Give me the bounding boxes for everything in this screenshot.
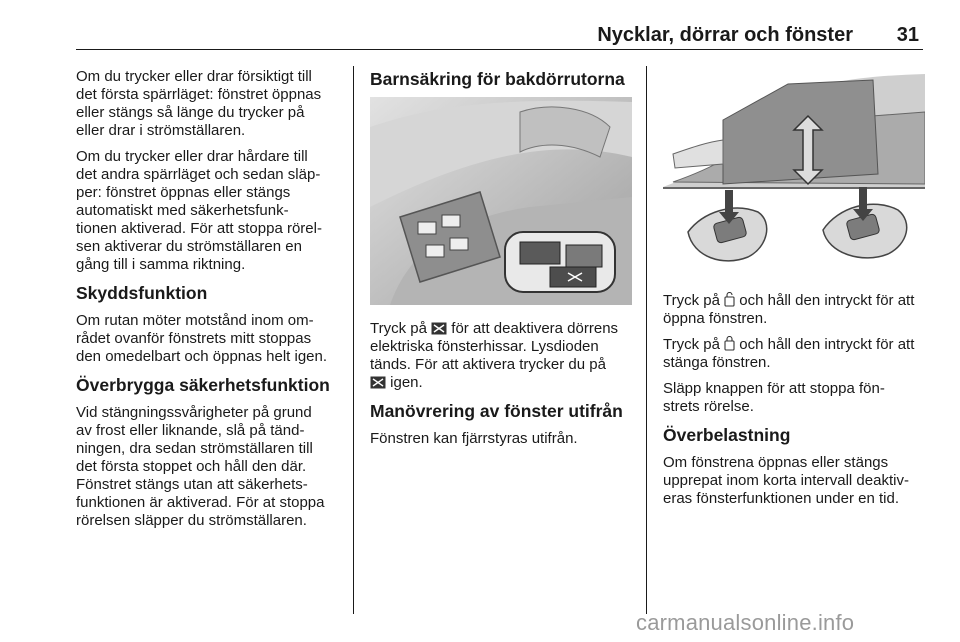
paragraph: Om fönstrena öppnas eller stängs upprepat inom korta intervall deaktiv- eras fönsterfunktionen under en tid. — [663, 454, 909, 507]
remote-window-illustration-svg — [663, 72, 925, 280]
column-3 — [663, 292, 931, 516]
page-title: Nycklar, dörrar och fönster — [597, 24, 853, 46]
column-2 — [370, 68, 632, 98]
door-switch-illustration-svg — [370, 97, 632, 305]
door-switch-illustration — [370, 97, 632, 305]
page-header — [76, 24, 923, 50]
column-divider — [353, 66, 354, 614]
text-fragment: och håll den intryckt för att öppna fönstren. — [663, 292, 915, 327]
section-heading: Manövrering av fönster utifrån — [370, 401, 623, 421]
key-unlock-icon — [724, 292, 735, 307]
column-divider — [646, 66, 647, 614]
paragraph: Om rutan möter motstånd inom om- rådet ovanför fönstrets mitt stoppas den omedelbart och öppnas helt igen. — [76, 312, 328, 365]
section-heading: Skyddsfunktion — [76, 283, 208, 303]
section-heading: Överbelastning — [663, 425, 791, 445]
paragraph — [663, 336, 931, 372]
child-lock-window-icon — [431, 322, 447, 335]
text-fragment: Tryck på — [370, 320, 432, 337]
text-fragment: och håll den intryckt för att stänga fönstren. — [663, 336, 915, 371]
text-fragment: Tryck på — [663, 292, 725, 309]
paragraph: Vid stängningssvårigheter på grund av frost eller liknande, slå på tänd- ningen, dra sedan strömställaren till det första stoppet och håll den där. Fönstret stängs utan att säkerhets- funktionen är aktiverad. För at stoppa rörelsen släpper du strömställaren. — [76, 404, 325, 529]
text-fragment: för att deaktivera dörrens elektriska fönsterhissar. Lysdioden tänds. För att aktivera trycker du på — [370, 320, 619, 373]
paragraph — [370, 320, 632, 392]
section-heading: Överbrygga säkerhetsfunktion — [76, 375, 330, 395]
column-1 — [76, 68, 348, 538]
watermark: carmanualsonline.info — [636, 610, 855, 635]
paragraph: Om du trycker eller drar försiktigt till det första spärrläget: fönstret öppnas eller stängs så länge du trycker på eller drar i strömställaren. — [76, 68, 322, 139]
child-lock-window-icon — [370, 376, 386, 389]
paragraph: Om du trycker eller drar hårdare till det andra spärrläget och sedan släp- per: fönstret öppnas eller stängs automatiskt med säkerhetsfunk- tionen aktiverad. För att stoppa rörel- sen aktiverar du strömställaren en gång till i samma riktning. — [76, 148, 322, 273]
paragraph: Släpp knappen för att stoppa fön- strets rörelse. — [663, 380, 885, 415]
key-lock-icon — [724, 336, 735, 351]
text-fragment: igen. — [386, 374, 423, 391]
text-fragment: Tryck på — [663, 336, 725, 353]
section-heading: Barnsäkring för bakdörrutorna — [370, 69, 625, 89]
paragraph: Fönstren kan fjärrstyras utifrån. — [370, 430, 578, 447]
remote-window-illustration — [663, 72, 925, 280]
page-number: 31 — [896, 24, 919, 46]
paragraph — [663, 292, 931, 328]
column-2-text — [370, 320, 632, 456]
